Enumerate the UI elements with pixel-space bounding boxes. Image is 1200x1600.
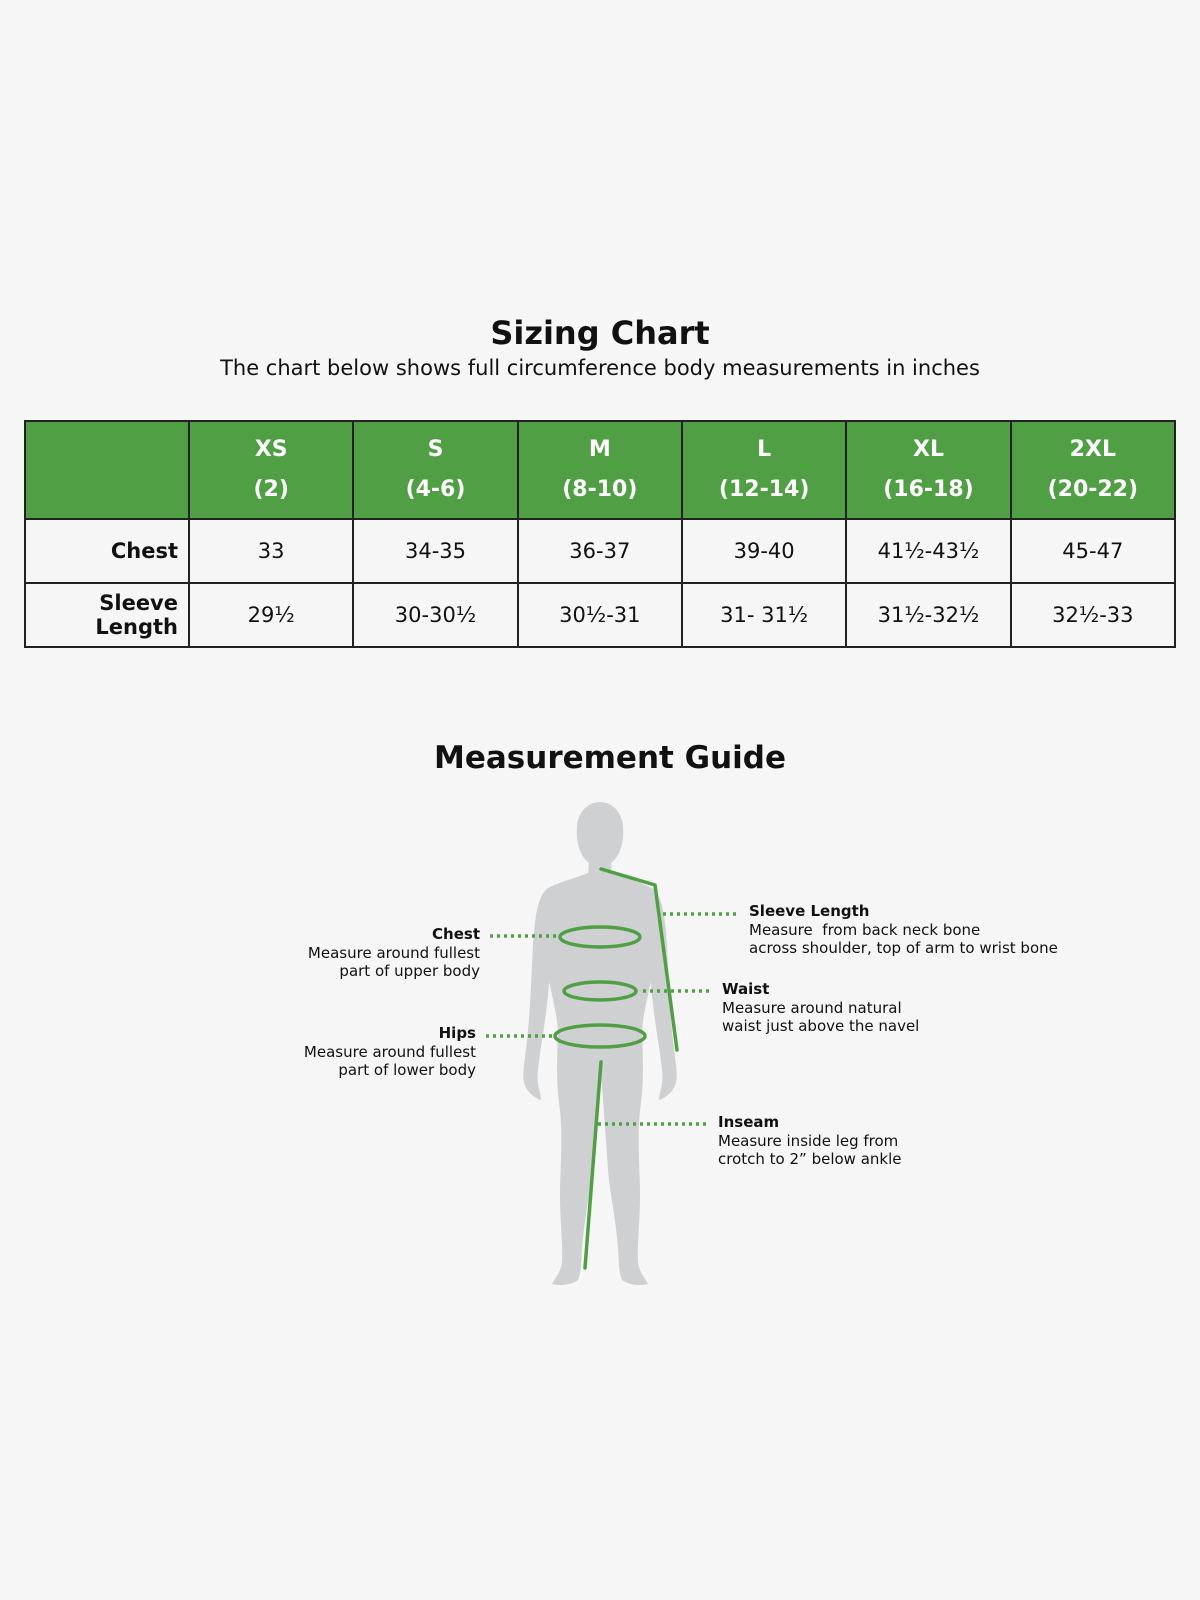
measurement-guide-title: Measurement Guide — [434, 740, 786, 776]
table-cell: 41½-43½ — [846, 519, 1010, 583]
right-arm-shape — [648, 888, 676, 1100]
inseam-note-desc-line: Measure inside leg from — [718, 1131, 899, 1150]
hips-note-desc-line: part of lower body — [338, 1061, 476, 1079]
waist-note-desc-line: waist just above the navel — [722, 1017, 920, 1035]
sizing-chart-title: Sizing Chart — [490, 314, 710, 352]
table-cell: 32½-33 — [1011, 583, 1175, 647]
sleeve-note-label: Sleeve Length — [749, 902, 870, 920]
table-cell: 31- 31½ — [682, 583, 846, 647]
size-code: XS — [254, 437, 288, 462]
size-number: (2) — [253, 477, 289, 502]
sleeve-length-note — [749, 902, 1109, 958]
size-number: (8-10) — [562, 477, 638, 502]
hips-note-desc-line: Measure around fullest — [303, 1042, 476, 1061]
head-shape — [577, 802, 623, 867]
waist-note — [722, 980, 962, 1036]
table-cell: 31½-32½ — [846, 583, 1010, 647]
chest-note-label: Chest — [432, 925, 480, 943]
size-code: S — [427, 437, 444, 462]
inseam-note — [718, 1113, 958, 1169]
sleeve-note-desc-line: Measure from back neck bone — [749, 920, 981, 939]
inseam-note-label: Inseam — [718, 1113, 780, 1131]
chest-note-desc-line: part of upper body — [339, 962, 480, 980]
table-cell: 34-35 — [353, 519, 517, 583]
size-number: (16-18) — [883, 477, 974, 502]
chest-note — [280, 925, 480, 981]
row-label-chest: Chest — [25, 519, 189, 583]
chest-note-desc-line: Measure around fullest — [307, 943, 480, 962]
waist-note-label: Waist — [722, 980, 770, 998]
waist-note-desc-line: Measure around natural — [722, 998, 902, 1017]
table-cell: 29½ — [189, 583, 353, 647]
table-cell: 36-37 — [518, 519, 682, 583]
size-number: (20-22) — [1047, 477, 1139, 502]
hips-note — [276, 1024, 476, 1080]
size-number: (12-14) — [718, 477, 810, 502]
row-label-sleeve-length: Sleeve Length — [25, 583, 189, 647]
size-code: XL — [912, 437, 944, 462]
table-cell: 39-40 — [682, 519, 846, 583]
sleeve-note-desc-line: across shoulder, top of arm to wrist bone — [749, 939, 1058, 957]
sizing-chart-subtitle: The chart below shows full circumference body measurements in inches — [220, 356, 980, 380]
hips-note-label: Hips — [438, 1024, 476, 1042]
inseam-note-desc-line: crotch to 2” below ankle — [718, 1150, 902, 1168]
size-code: L — [757, 437, 772, 462]
table-cell: 30½-31 — [518, 583, 682, 647]
body-silhouette — [523, 802, 676, 1285]
size-number: (4-6) — [405, 477, 466, 502]
size-code: M — [588, 437, 611, 462]
table-cell: 45-47 — [1011, 519, 1175, 583]
table-cell: 30-30½ — [353, 583, 517, 647]
size-code: 2XL — [1069, 437, 1116, 462]
table-cell: 33 — [189, 519, 353, 583]
left-arm-shape — [523, 888, 551, 1100]
